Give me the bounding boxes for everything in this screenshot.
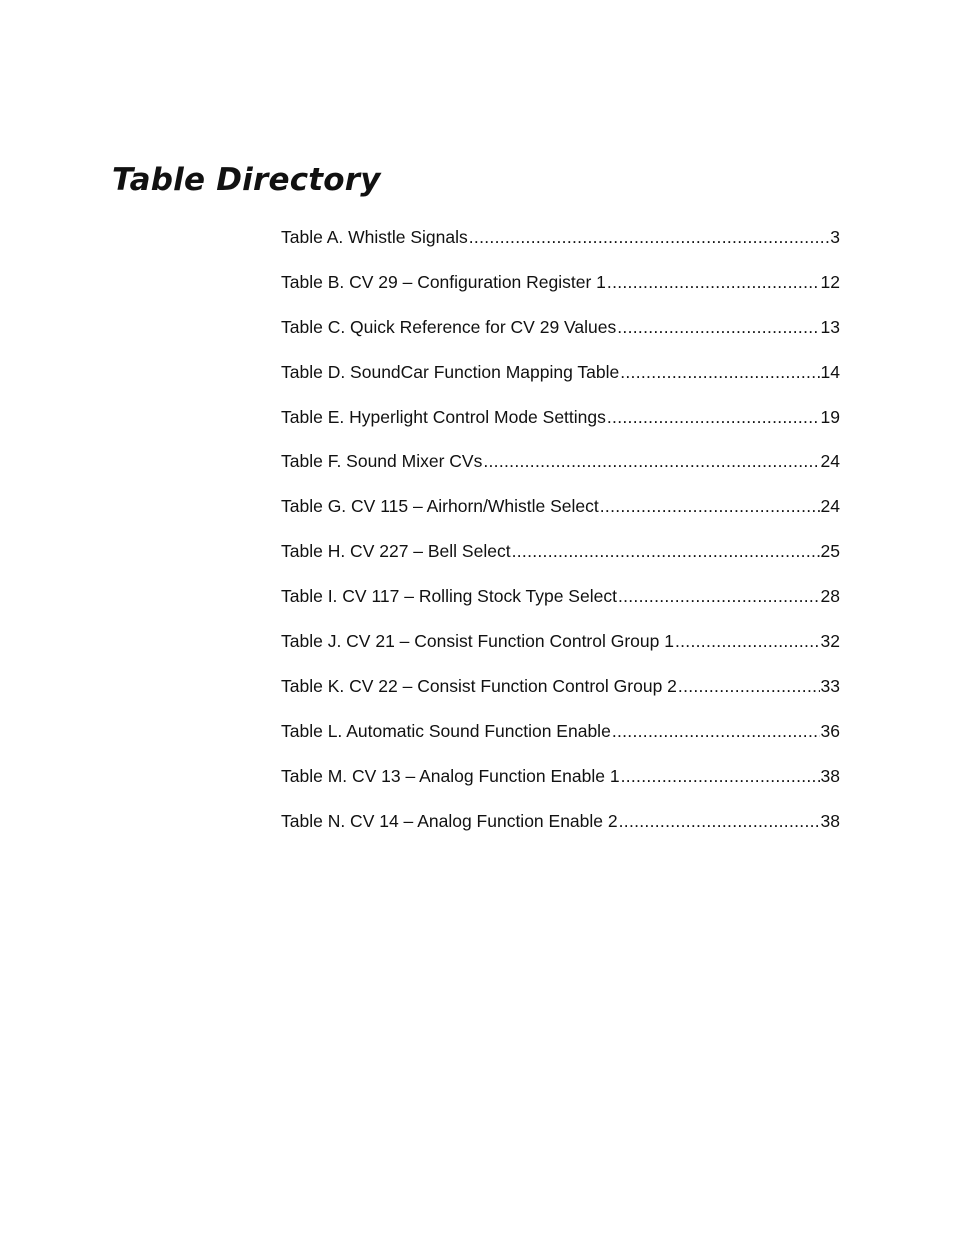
dot-leader	[612, 720, 820, 742]
toc-entry-label: Table H. CV 227 – Bell Select	[281, 541, 511, 562]
toc-entry-page: 12	[820, 271, 840, 292]
toc-entry-label: Table F. Sound Mixer CVs	[281, 451, 483, 472]
toc-entry-page: 33	[820, 675, 840, 696]
toc-entry-table-b[interactable]	[281, 271, 840, 316]
toc-entry-table-h[interactable]	[281, 540, 840, 585]
toc-entry-page: 32	[820, 631, 840, 652]
dot-leader	[678, 675, 820, 697]
toc-entry-label: Table J. CV 21 – Consist Function Control Group 1	[281, 631, 674, 652]
toc-entry-label: Table D. SoundCar Function Mapping Table	[281, 361, 620, 382]
toc-entry-page: 36	[820, 720, 840, 741]
dot-leader	[600, 495, 820, 517]
dot-leader	[607, 271, 820, 293]
toc-entry-table-n[interactable]	[281, 810, 840, 855]
toc-entry-page: 19	[820, 406, 840, 427]
toc-entry-label: Table B. CV 29 – Configuration Register 1	[281, 271, 606, 292]
toc-entry-label: Table E. Hyperlight Control Mode Settings	[281, 406, 606, 427]
toc-entry-label: Table A. Whistle Signals	[281, 227, 468, 247]
toc-entry-table-m[interactable]	[281, 765, 840, 810]
dot-leader	[483, 450, 819, 472]
toc-entry-page: 24	[820, 451, 840, 472]
toc-entry-label: Table C. Quick Reference for CV 29 Values	[281, 316, 617, 337]
dot-leader	[512, 540, 820, 562]
toc-entry-table-f[interactable]	[281, 450, 840, 495]
dot-leader	[618, 585, 820, 607]
toc-entry-page: 38	[820, 765, 840, 786]
toc-entry-page: 14	[820, 361, 840, 382]
toc-entry-table-e[interactable]	[281, 406, 840, 451]
toc-entry-label: Table K. CV 22 – Consist Function Control Group 2	[281, 675, 677, 696]
page-title: Table Directory	[112, 162, 381, 198]
toc-entry-page: 13	[820, 316, 840, 337]
toc-entry-table-c[interactable]	[281, 316, 840, 361]
dot-leader	[469, 226, 830, 248]
dot-leader	[607, 406, 820, 428]
toc-entry-label: Table I. CV 117 – Rolling Stock Type Select	[281, 586, 617, 607]
toc-entry-label: Table M. CV 13 – Analog Function Enable 1	[281, 765, 620, 786]
toc-entry-page: 28	[820, 586, 840, 607]
toc-entry-label: Table L. Automatic Sound Function Enable	[281, 720, 611, 741]
toc-entry-page: 38	[820, 810, 840, 831]
toc-entry-page: 3	[830, 227, 840, 247]
toc-entry-table-k[interactable]	[281, 675, 840, 720]
dot-leader	[617, 316, 819, 338]
toc-entry-table-l[interactable]	[281, 720, 840, 765]
toc-entry-table-d[interactable]	[281, 361, 840, 406]
toc-entry-table-a[interactable]	[281, 226, 840, 271]
toc-entry-table-j[interactable]	[281, 630, 840, 675]
toc-entry-label: Table G. CV 115 – Airhorn/Whistle Select	[281, 496, 599, 517]
toc-entry-table-g[interactable]	[281, 495, 840, 540]
dot-leader	[675, 630, 820, 652]
toc-entry-label: Table N. CV 14 – Analog Function Enable 2	[281, 810, 618, 831]
toc-entry-table-i[interactable]	[281, 585, 840, 630]
dot-leader	[619, 810, 820, 832]
dot-leader	[620, 361, 819, 383]
table-directory-list	[281, 226, 840, 854]
toc-entry-page: 25	[820, 541, 840, 562]
toc-entry-page: 24	[820, 496, 840, 517]
dot-leader	[621, 765, 820, 787]
